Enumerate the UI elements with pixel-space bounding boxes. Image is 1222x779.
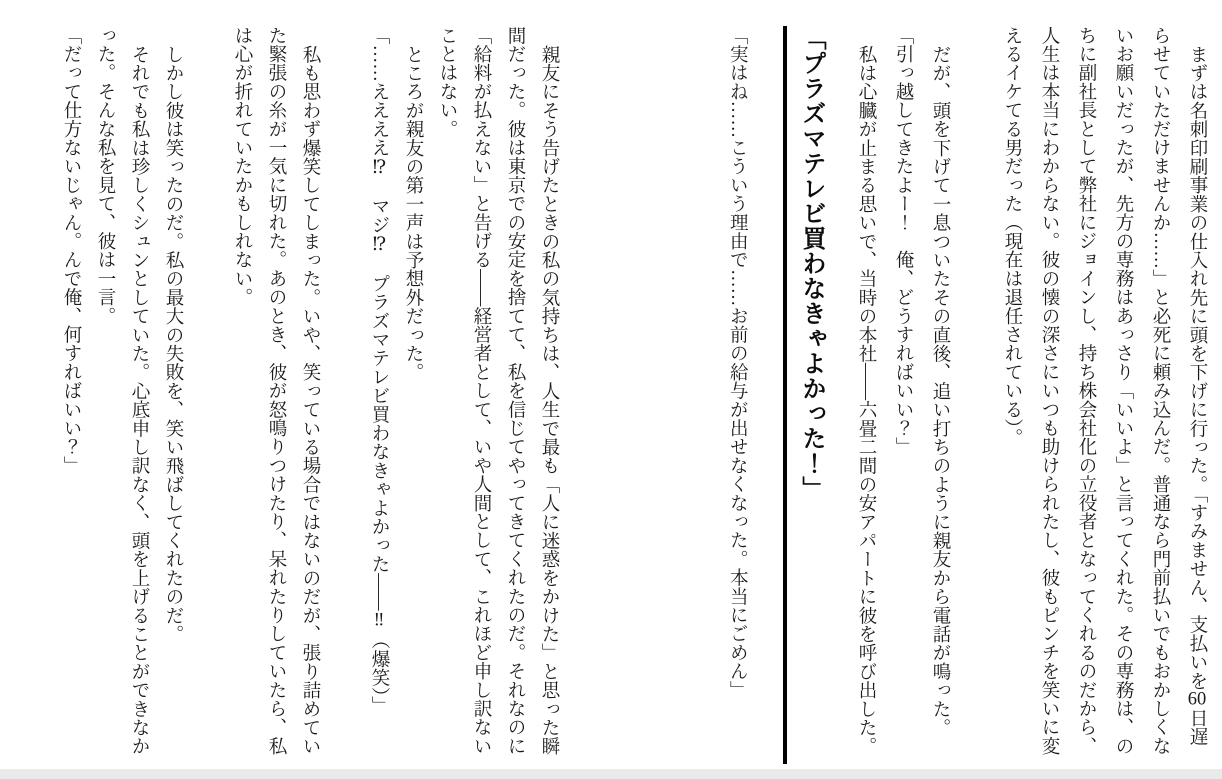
book-page-left[interactable] xyxy=(50,26,566,764)
paragraph: 私も思わず爆笑してしまった。いや、笑っている場合ではないのだが、張り詰めていた緊張の糸が一気に切れた。あのとき、彼が怒鳴りつけたり、呆れたりしていたら、私は心が折れていたかもしれない。 xyxy=(232,26,320,756)
paragraph-text: 日遅らせていただけませんか……」と必死に頼み込んだ。普通なら門前払いでもおかしくないお願いだったが、先方の専務はあっさり「いいよ」と言ってくれた。その専務は、のちに副社長として弊社にジョインし、持ち株会社化の立役者となってくれるのだから、人生は本当にわからない。彼の懐の深さにいつも助けられたし、彼もピンチを笑いに変えるイケてる男だった（現在は退任されている）。 xyxy=(1002,26,1207,756)
paragraph: だが、頭を下げて一息ついたその直後、追い打ちのように親友から電話が鳴った。 xyxy=(930,44,950,737)
reader-progress-bar xyxy=(0,769,1222,779)
chapter-heading: 「プラズマテレビ買わなきゃよかった！」 xyxy=(783,26,825,764)
paragraph: ところが親友の第一声は予想外だった。 xyxy=(403,44,423,382)
paragraph: 私は心臓が止まる思いで、当時の本社――六畳二間の安アパートに彼を呼び出した。 xyxy=(856,44,876,756)
paragraph-dialogue: 「実はね……こういう理由で……お前の給与が出せなくなった。本当にごめん」 xyxy=(727,26,748,700)
paragraph xyxy=(993,26,1215,764)
book-page-right[interactable] xyxy=(699,26,1215,764)
paragraph-dialogue: 「だって仕方ないじゃん。んで俺、何すればいい？」 xyxy=(61,26,81,475)
paragraph-dialogue: 「……ええええ⁉ マジ⁉ プラズマテレビ買わなきゃよかった――‼（爆笑）」 xyxy=(369,26,389,716)
paragraph-dialogue: 「引っ越してきたよー！ 俺、どうすればいい？」 xyxy=(893,26,913,457)
paragraph-text: まずは名刺印刷事業の仕入れ先に頭を下げに行った。「すみません、支払いを xyxy=(1187,44,1207,690)
paragraph: 親友にそう告げたときの私の気持ちは、人生で最も「人に迷惑をかけた」と思った瞬間だった。彼は東京での安定を捨てて、私を信じてやってきてくれたのだ。それなのに「給料が払えない」と告げる――経営者として、いや人間として、これほど申し訳ないことはない。 xyxy=(437,26,559,756)
paragraph: しかし彼は笑ったのだ。私の最大の失敗を、笑い飛ばしてくれたのだ。 xyxy=(163,44,183,643)
paragraph: それでも私は珍しくシュンとしていた。心底申し訳なく、頭を上げることができなかった。そんな私を見て、彼は一言。 xyxy=(95,26,149,756)
tatechuyoko-number: 60 xyxy=(1187,689,1207,709)
